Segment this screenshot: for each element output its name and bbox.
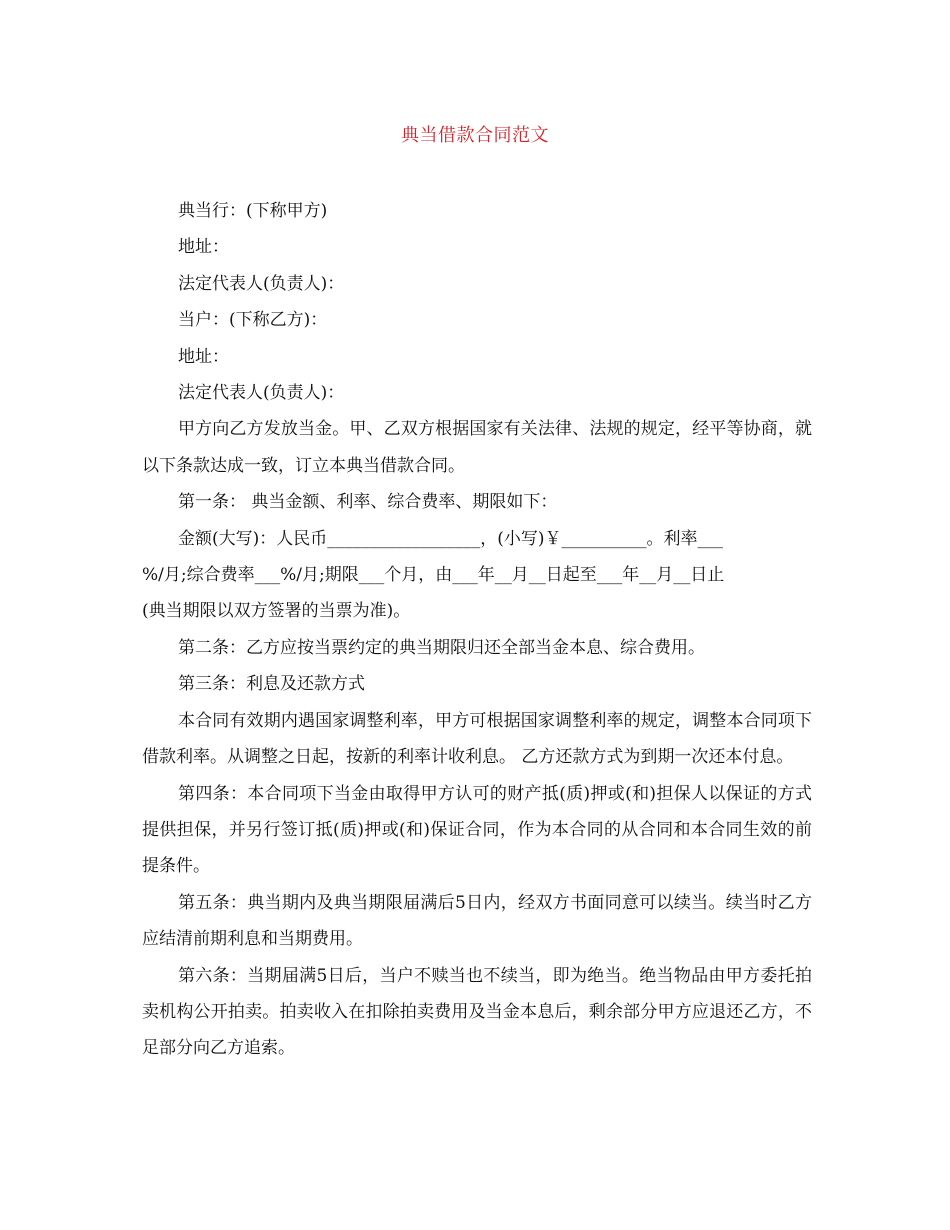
article-1-term-note: (典当期限以双方签署的当票为准)。 — [142, 601, 411, 622]
preamble-paragraph: 甲方向乙方发放当金。甲、乙双方根据国家有关法律、法规的规定，经平等协商，就以下条款达成一致，订立本典当借款合同。 — [142, 419, 812, 476]
party-b-representative: 法定代表人(负责人)： — [178, 383, 345, 404]
article-3-heading: 第三条：利息及还款方式 — [178, 674, 365, 695]
article-4-paragraph: 第四条：本合同项下当金由取得甲方认可的财产抵(质)押或(和)担保人以保证的方式提供担保，并另行签订抵(质)押或(和)保证合同，作为本合同的从合同和本合同生效的前提条件。 — [142, 783, 812, 877]
document-body — [142, 193, 812, 1067]
article-5-paragraph: 第五条：典当期内及典当期限届满后5日内，经双方书面同意可以续当。续当时乙方应结清前期利息和当期费用。 — [142, 892, 812, 950]
party-a-line: 典当行：(下称甲方) — [178, 201, 328, 221]
party-a-representative: 法定代表人(负责人)： — [178, 273, 345, 294]
article-1-amount-line: 金额(大写)：人民币__________________，(小写)￥__________。利率___ — [178, 528, 724, 549]
party-b-address: 地址： — [178, 346, 229, 367]
article-1-rate-line: %/月;综合费率___%/月;期限___个月，由___年__月__日起至___年__月__日止 — [142, 565, 725, 586]
party-b-line: 当户：(下称乙方)： — [178, 310, 328, 331]
article-6-paragraph: 第六条：当期届满5日后，当户不赎当也不续当，即为绝当。绝当物品由甲方委托拍卖机构公开拍卖。拍卖收入在扣除拍卖费用及当金本息后，剩余部分甲方应退还乙方，不足部分向乙方追索。 — [142, 965, 812, 1059]
article-1-heading: 第一条： 典当金额、利率、综合费率、期限如下： — [178, 492, 558, 513]
document-title: 典当借款合同范文 — [401, 125, 549, 146]
party-a-address: 地址： — [178, 237, 229, 258]
article-3-paragraph: 本合同有效期内遇国家调整利率，甲方可根据国家调整利率的规定，调整本合同项下借款利率。从调整之日起，按新的利率计收利息。 乙方还款方式为到期一次还本付息。 — [142, 710, 812, 768]
article-2-paragraph: 第二条：乙方应按当票约定的典当期限归还全部当金本息、综合费用。 — [178, 637, 705, 658]
